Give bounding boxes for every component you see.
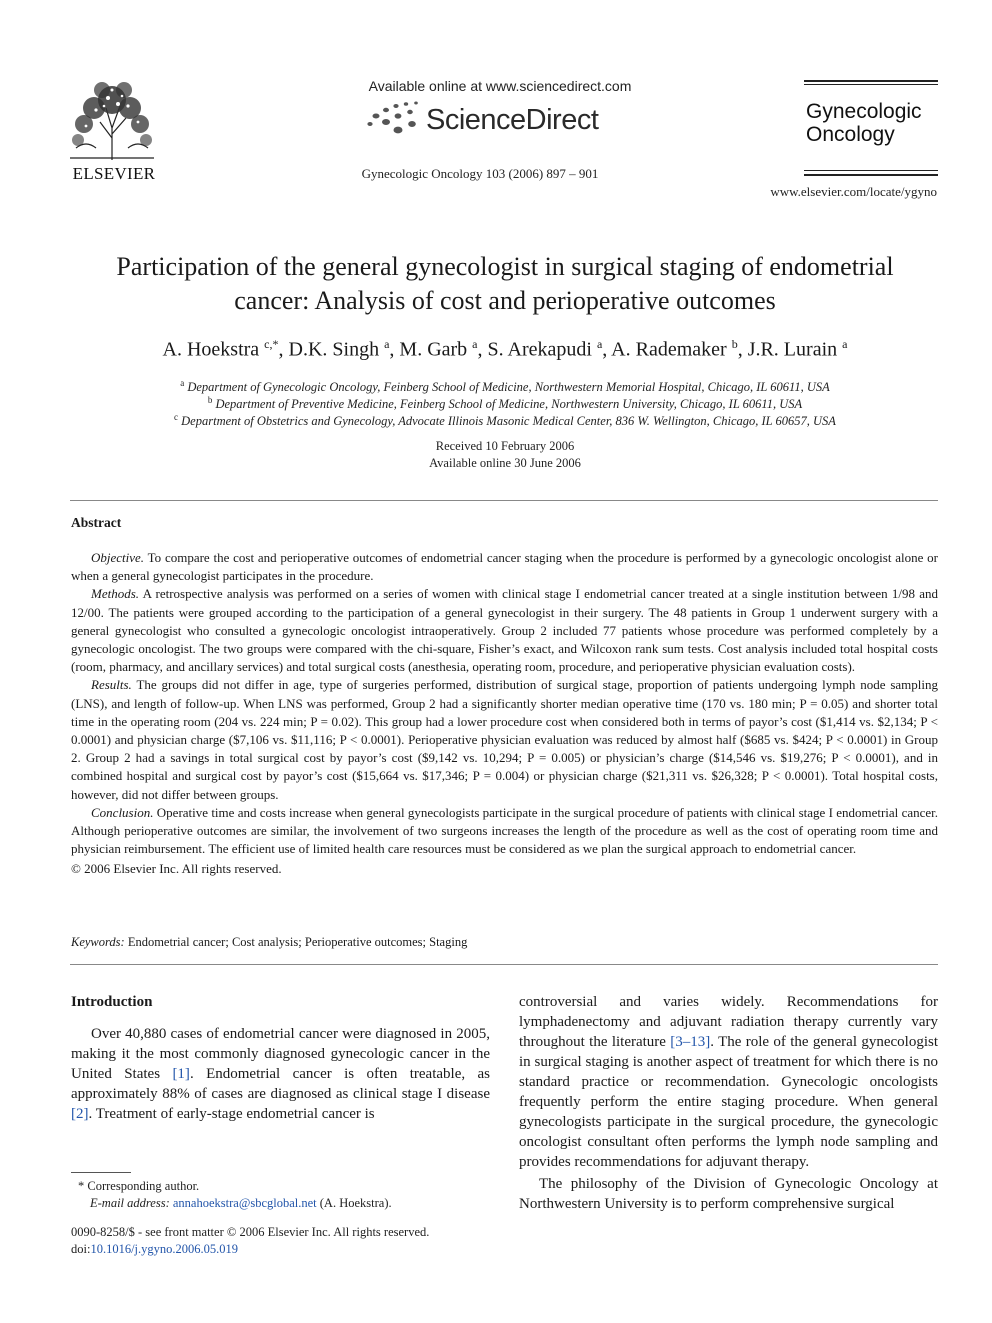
elsevier-wordmark: ELSEVIER	[72, 164, 156, 183]
abstract-label: Methods.	[91, 586, 140, 602]
doi-link[interactable]: 10.1016/j.ygyno.2006.05.019	[90, 1242, 239, 1256]
sciencedirect-logo[interactable]	[364, 98, 634, 142]
author-name[interactable]: A. Rademaker	[611, 338, 727, 361]
abstract-text: The groups did not differ in age, type of surgeries performed, distribution of surgical stage, proportion of patients undergoing lymph node sampling (LNS), and length of follow-up. When LNS was performed, Group 2 had a significantly shorter median operative time (170 vs. 180 min; P = 0.05) and shorter total time in the operating room (204 vs. 224 min; P = 0.02). This group had a lower procedure cost when considered both in terms of payor’s cost ($1,414 vs. $2,134; P < 0.0001) and physician charge ($7,106 vs. $11,116; P < 0.0001). Perioperative physician evaluation was reduced by almost half ($685 vs. $424; P < 0.0001) in Group 2. Group 2 had a savings in total surgical cost by payor’s cost ($9,142 vs. 10,294; P = 0.005) or physician’s charge ($14,546 vs. $19,276; P < 0.0001), and in combined hospital and surgical cost by payor’s cost ($15,664 vs. $17,346; P = 0.004) or physician charge ($21,311 vs. $26,328; P < 0.0001). Total hospital costs, however, did not differ between groups.	[71, 677, 939, 802]
journal-logo-line2: Oncology	[806, 123, 895, 146]
received-date: Received 10 February 2006	[435, 439, 575, 453]
sciencedirect-dots-icon	[364, 100, 424, 140]
corresponding-author-note: * Corresponding author.	[78, 1179, 200, 1193]
author-affiliation-sup[interactable]: a	[596, 337, 603, 351]
abstract-conclusion	[71, 804, 938, 859]
body-column-left	[71, 992, 490, 1124]
keywords-label: Keywords:	[71, 935, 125, 949]
journal-logo-line1: Gynecologic	[806, 100, 922, 123]
abstract-text: Operative time and costs increase when general gynecologists participate in the surgical procedure of patients with clinical stage I endometrial cancer. Although perioperative outcomes are similar, the involvement of two surgeons increases the length of the procedure as well as the cost of operating room time and physician reimbursement. The efficient use of limited health care resources must be considered as we plan the surgical approach to endometrial cancer.	[71, 804, 939, 857]
footnote-rule	[71, 1172, 131, 1173]
author-name[interactable]: D.K. Singh	[288, 338, 380, 361]
available-online-text[interactable]: Available online at www.sciencedirect.com	[368, 78, 632, 94]
sciencedirect-wordmark: ScienceDirect	[426, 104, 599, 136]
affiliation-text: Department of Obstetrics and Gynecology, Advocate Illinois Masonic Medical Center, 836 W. Wellington, Chicago, IL 60657, USA	[181, 414, 836, 429]
abstract-heading: Abstract	[71, 515, 122, 530]
divider-top	[70, 500, 938, 501]
author-affiliation-sup[interactable]: a	[472, 337, 478, 351]
affiliation-marker: b	[207, 395, 213, 405]
body-paragraph	[519, 992, 938, 1172]
abstract-objective	[71, 549, 938, 585]
issn-line: 0090-8258/$ - see front matter © 2006 Elsevier Inc. All rights reserved.	[71, 1225, 430, 1239]
affiliation-a	[60, 378, 950, 395]
abstract-text: A retrospective analysis was performed on a series of women with clinical stage I endometrial cancer treated at a single institution between 1/98 and 12/00. The patients were grouped according to the participation of a general gynecologist in their surgery. The 48 patients in Group 1 underwent surgery with a general gynecologist who consulted a gynecologic oncologist intraoperatively. Group 2 included 77 patients whose procedure was performed completely by a gynecologic oncologist. The two groups were compared with the chi-square, Fisher’s exact, and Wilcoxon rank sum tests. Cost analysis included total hospital costs (room, pharmacy, and ancillary services) and total surgical costs (anesthesia, operating room, procedure, and perioperative physician evaluation costs).	[71, 586, 938, 675]
keywords-line	[71, 935, 467, 950]
author-affiliation-sup[interactable]: a	[384, 337, 390, 351]
citation-link[interactable]: [2]	[71, 1106, 89, 1122]
article-title-line1: Participation of the general gynecologist in surgical staging of endometrial	[116, 252, 894, 281]
author-affiliation-sup[interactable]: b	[731, 337, 738, 351]
abstract-body	[71, 549, 938, 879]
keywords-text: Endometrial cancer; Cost analysis; Perioperative outcomes; Staging	[127, 935, 468, 949]
abstract-label: Objective.	[91, 550, 145, 565]
doi-label: doi:	[71, 1242, 91, 1256]
body-text: . Treatment of early-stage endometrial cancer is	[88, 1106, 375, 1122]
journal-citation: Gynecologic Oncology 103 (2006) 897 – 901	[361, 166, 599, 181]
body-paragraph	[71, 1024, 490, 1124]
elsevier-logo[interactable]	[66, 78, 162, 184]
body-column-right	[519, 992, 938, 1214]
abstract-results	[71, 676, 938, 803]
abstract-text: To compare the cost and perioperative outcomes of endometrial cancer staging when the procedure is performed by a gynecologic oncologist alone or when a general gynecologist participates in the procedure.	[71, 550, 939, 584]
body-text: . The role of the general gynecologist in surgical staging is another aspect of treatment for which there is no standard practice or recommendation. Gynecologic oncologists frequently perform the entire staging procedure. When general gynecologists participate in the surgical procedure, the gynecologic oncologist consultant often performs the lymph node sampling and provides recommendations for adjuvant therapy.	[519, 1034, 938, 1170]
body-text: Over 40,880 cases of endometrial cancer were diagnosed in 2005, making it the most commonly diagnosed gynecologic cancer in the United States	[71, 1026, 490, 1082]
page-header	[0, 0, 992, 205]
journal-logo-text	[806, 100, 922, 146]
body-text: . Endometrial cancer is often treatable, as approximately 88% of cases are diagnosed as clinical stage I disease	[71, 1066, 490, 1102]
abstract-label: Results.	[91, 677, 132, 693]
section-heading-introduction: Introduction	[71, 994, 153, 1010]
author-name[interactable]: M. Garb	[399, 338, 468, 361]
journal-logo-bottom-rule	[804, 174, 938, 176]
affiliation-text: Department of Preventive Medicine, Feinberg School of Medicine, Northwestern University, Chicago, IL 60611, USA	[215, 397, 803, 412]
affiliation-marker: a	[180, 378, 185, 388]
affiliation-b	[60, 395, 950, 412]
body-paragraph: The philosophy of the Division of Gynecologic Oncology at Northwestern University is to perform comprehensive surgical	[519, 1176, 938, 1212]
article-title	[60, 250, 950, 318]
available-date: Available online 30 June 2006	[429, 456, 581, 470]
email-suffix: (A. Hoekstra).	[316, 1196, 392, 1210]
abstract-methods	[71, 585, 938, 676]
author-name[interactable]: J.R. Lurain	[747, 338, 838, 361]
journal-logo[interactable]	[804, 78, 938, 178]
email-link[interactable]: annahoekstra@sbcglobal.net	[172, 1196, 317, 1210]
front-matter-footer	[71, 1224, 429, 1258]
abstract-copyright: © 2006 Elsevier Inc. All rights reserved.	[71, 861, 282, 877]
citation-link[interactable]: [1]	[172, 1066, 190, 1082]
elsevier-tree-icon	[66, 78, 158, 162]
journal-url[interactable]: www.elsevier.com/locate/ygyno	[770, 184, 937, 199]
journal-logo-top-rule	[804, 80, 938, 82]
abstract-label: Conclusion.	[91, 804, 154, 820]
journal-logo-top-rule-thin	[804, 84, 938, 85]
email-footnote	[90, 1196, 392, 1211]
citation-link[interactable]: [3–13]	[670, 1034, 711, 1050]
email-label: E-mail address:	[90, 1196, 170, 1210]
doi-line	[71, 1241, 429, 1258]
affiliation-marker: c	[174, 412, 179, 422]
divider-bottom	[70, 964, 938, 965]
body-text: controversial and varies widely. Recommendations for lymphadenectomy and adjuvant radiation therapy currently vary throughout the literature	[519, 994, 938, 1050]
author-affiliation-sup[interactable]: a	[842, 337, 848, 351]
author-affiliation-sup[interactable]: c,*	[264, 337, 279, 351]
author-list: A. Hoekstra $^{c,*}$, D.K. Singh $^a$, M. Garb $^a$, S. Arekapudi $^a$, A. Rademaker $^b$, J.R. Lurain $^a$	[162, 337, 848, 361]
journal-logo-bottom-rule-thin	[804, 170, 938, 171]
article-title-line2: cancer: Analysis of cost and perioperative outcomes	[234, 286, 776, 315]
author-name[interactable]: S. Arekapudi	[487, 338, 592, 361]
author-name[interactable]: A. Hoekstra	[162, 338, 260, 361]
affiliation-text: Department of Gynecologic Oncology, Feinberg School of Medicine, Northwestern Memorial Hospital, Chicago, IL 60611, USA	[187, 380, 830, 395]
affiliation-c	[60, 412, 950, 429]
